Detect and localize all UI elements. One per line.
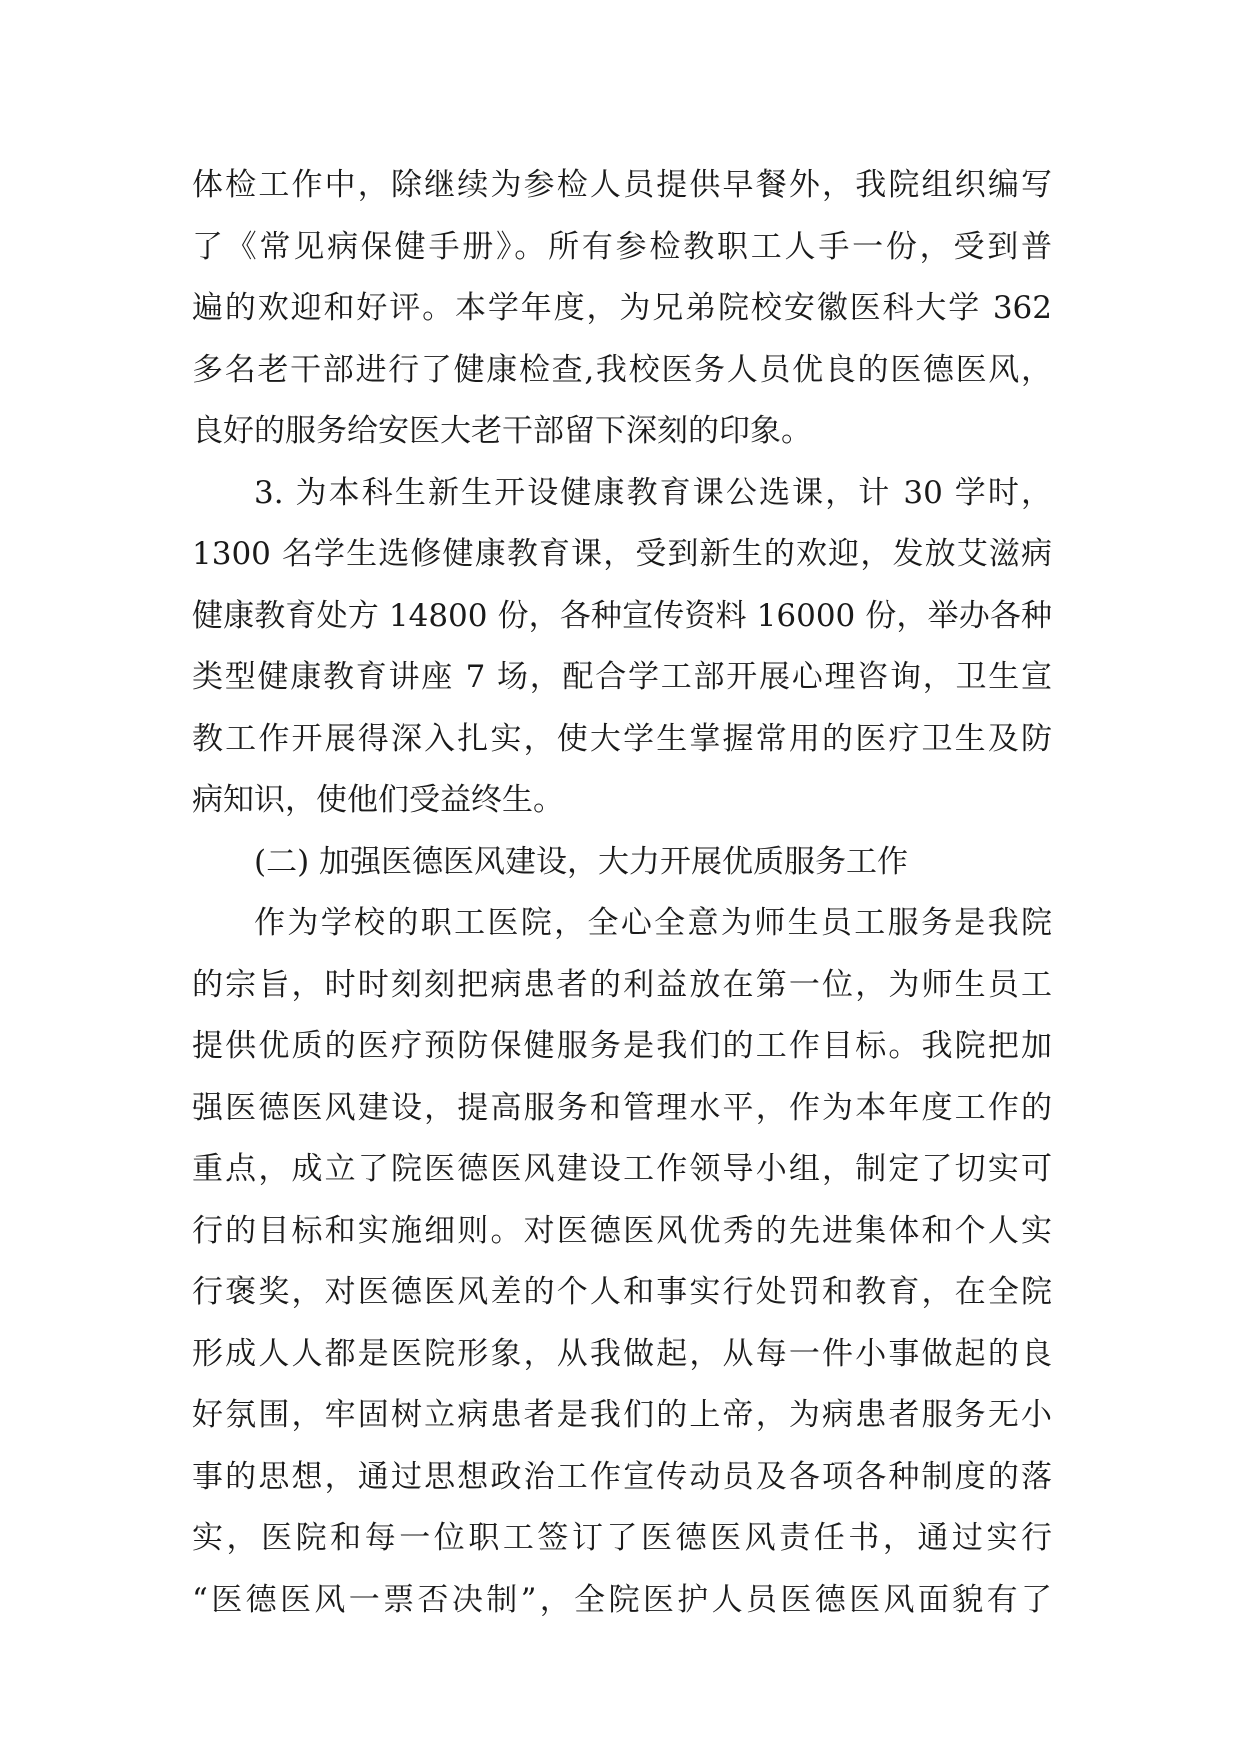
text-line: 教工作开展得深入扎实，使大学生掌握常用的医疗卫生及防 [192,720,1052,757]
text-line: 实，医院和每一位职工签订了医德医风责任书，通过实行 [192,1520,1052,1556]
text-line: 重点，成立了院医德医风建设工作领导小组，制定了切实可 [192,1151,1052,1187]
list-item-3: 3. 为本科生新生开设健康教育课公选课，计 30 学时， [254,474,1052,511]
text-line: 提供优质的医疗预防保健服务是我们的工作目标。我院把加 [192,1028,1052,1064]
text-line: 健康教育处方 14800 份，各种宣传资料 16000 份，举办各种 [192,597,1052,634]
text-line: 遍的欢迎和好评。本学年度，为兄弟院校安徽医科大学 362 [192,290,1052,326]
text-line: 强医德医风建设，提高服务和管理水平，作为本年度工作的 [192,1089,1052,1126]
text-line: 形成人人都是医院形象，从我做起，从每一件小事做起的良 [192,1335,1052,1372]
text-line: 类型健康教育讲座 7 场，配合学工部开展心理咨询，卫生宣 [192,659,1052,695]
text-line: 行褒奖，对医德医风差的个人和事实行处罚和教育，在全院 [192,1274,1052,1310]
text-line: 1300 名学生选修健康教育课，受到新生的欢迎，发放艾滋病 [192,536,1052,572]
text-line: 事的思想，通过思想政治工作宣传动员及各项各种制度的落 [192,1458,1052,1495]
text-line: 体检工作中，除继续为参检人员提供早餐外，我院组织编写 [192,167,1052,203]
section-heading: (二) 加强医德医风建设，大力开展优质服务工作 [254,843,909,880]
text-line: 行的目标和实施细则。对医德医风优秀的先进集体和个人实 [192,1212,1052,1249]
paragraph-start: 作为学校的职工医院，全心全意为师生员工服务是我院 [254,905,1052,941]
text-line: 的宗旨，时时刻刻把病患者的利益放在第一位，为师生员工 [192,966,1052,1003]
body-text [192,155,1052,1631]
text-line: 病知识，使他们受益终生。 [192,782,564,818]
text-line: 良好的服务给安医大老干部留下深刻的印象。 [192,413,812,449]
text-line: “医德医风一票否决制”，全院医护人员医德医风面貌有了 [192,1581,1052,1618]
text-line: 好氛围，牢固树立病患者是我们的上帝，为病患者服务无小 [192,1397,1052,1433]
text-line: 了《常见病保健手册》。所有参检教职工人手一份，受到普 [192,228,1052,265]
text-line: 多名老干部进行了健康检查,我校医务人员优良的医德医风， [192,351,1052,388]
